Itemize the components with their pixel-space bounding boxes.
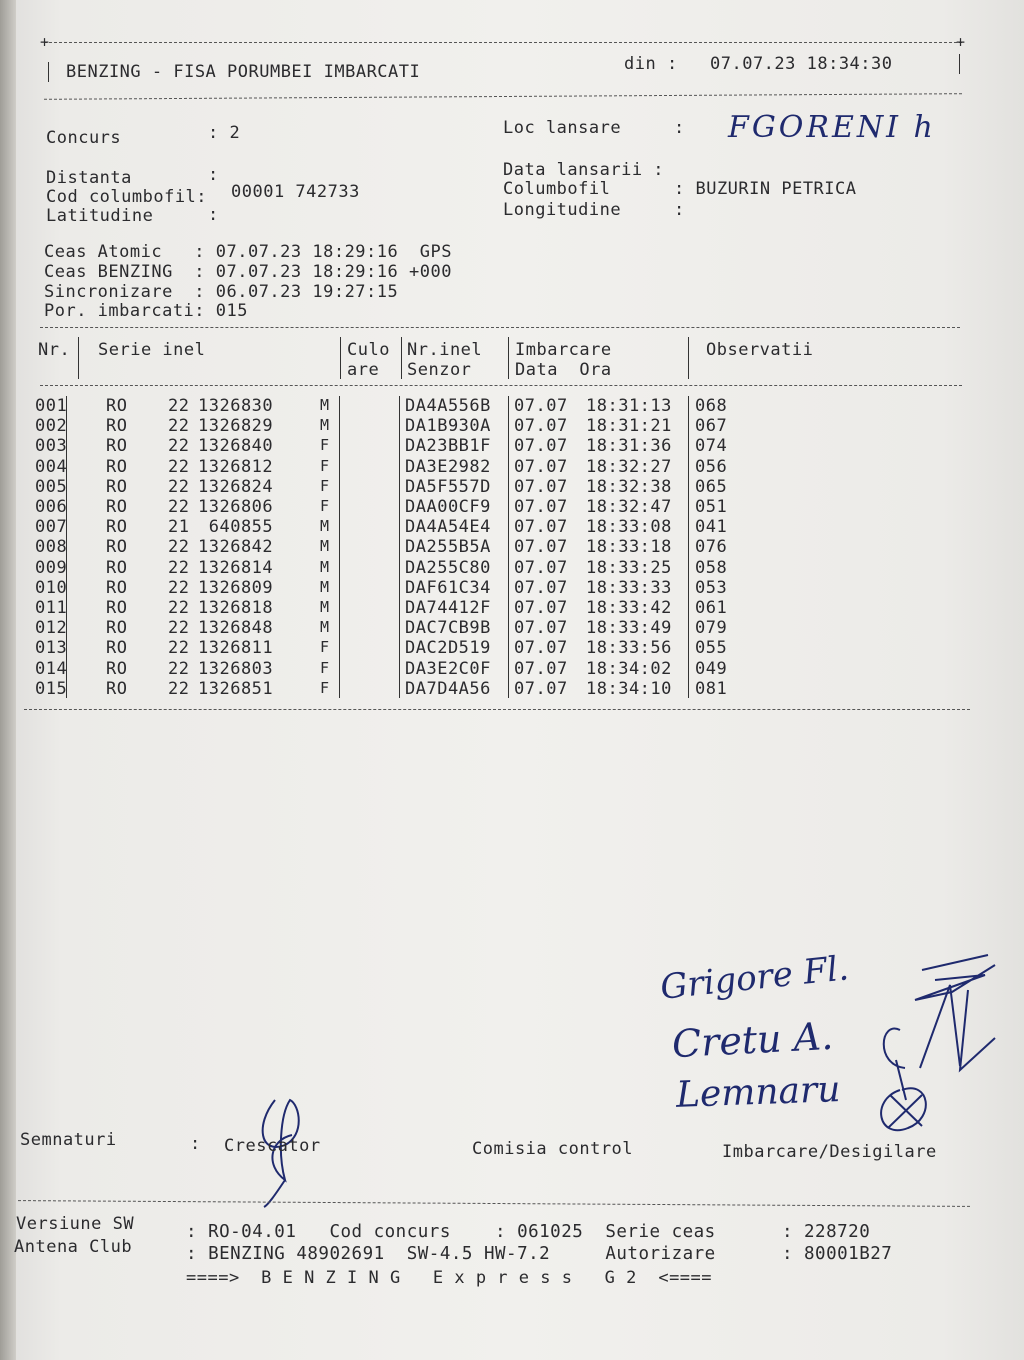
cod-columbofil-label: Cod columbofil: bbox=[46, 187, 208, 207]
table-row bbox=[0, 537, 1024, 557]
cell-inel: 1326811 bbox=[198, 638, 274, 659]
table-row bbox=[0, 416, 1024, 436]
cell-nr: 006 bbox=[35, 497, 68, 517]
cell-obs: 041 bbox=[695, 517, 728, 538]
cell-nr: 013 bbox=[35, 638, 68, 659]
cell-nr: 012 bbox=[35, 618, 68, 639]
cell-an: 22 bbox=[168, 557, 190, 578]
cell-an: 22 bbox=[168, 618, 190, 639]
cell-inel: 1326818 bbox=[198, 598, 274, 618]
cell-obs: 056 bbox=[695, 456, 728, 477]
cell-ora: 18:32:27 bbox=[586, 456, 672, 477]
cell-an: 22 bbox=[168, 537, 190, 558]
table-row bbox=[0, 598, 1024, 618]
header-senzor: Senzor bbox=[407, 360, 472, 380]
footer-line-1: : RO-04.01 Cod concurs : 061025 Serie ceas : 228720 bbox=[186, 1222, 871, 1242]
cell-data: 07.07 bbox=[514, 497, 568, 517]
versiune-label: Versiune SW bbox=[16, 1214, 135, 1234]
cell-sex: M bbox=[320, 598, 330, 616]
cell-inel: 1326851 bbox=[198, 678, 274, 699]
cell-senzor: DAC7CB9B bbox=[405, 618, 491, 639]
cell-inel: 1326829 bbox=[198, 416, 274, 437]
table-row bbox=[0, 497, 1024, 517]
corner-plus: + bbox=[40, 33, 50, 51]
columbofil-value: : BUZURIN PETRICA bbox=[674, 179, 857, 199]
cell-obs: 051 bbox=[695, 497, 728, 517]
cell-data: 07.07 bbox=[514, 557, 568, 578]
col-divider bbox=[508, 337, 509, 379]
distanta-value: : bbox=[208, 165, 219, 185]
cell-tara: RO bbox=[106, 396, 128, 416]
cell-obs: 065 bbox=[695, 476, 728, 497]
header-imbarcare: Imbarcare bbox=[515, 340, 612, 360]
print-timestamp: 07.07.23 18:34:30 bbox=[710, 54, 893, 74]
corner-plus: + bbox=[956, 33, 966, 51]
cell-senzor: DAA00CF9 bbox=[405, 497, 491, 517]
cell-senzor: DA4A54E4 bbox=[405, 517, 491, 538]
cell-ora: 18:33:25 bbox=[586, 557, 672, 578]
cell-ora: 18:33:56 bbox=[586, 638, 672, 659]
cell-tara: RO bbox=[106, 436, 128, 457]
cell-tara: RO bbox=[106, 557, 128, 578]
latitudine-value: : bbox=[208, 205, 219, 225]
cell-inel: 1326842 bbox=[198, 537, 274, 558]
handwritten-signature-1: Grigore Fl. bbox=[658, 948, 851, 1008]
cell-obs: 068 bbox=[695, 396, 728, 416]
cell-inel: 1326824 bbox=[198, 476, 274, 497]
cell-tara: RO bbox=[106, 416, 128, 437]
cell-data: 07.07 bbox=[514, 396, 568, 416]
loc-lansare-sep: : bbox=[674, 118, 685, 138]
cell-nr: 003 bbox=[35, 436, 68, 457]
cell-tara: RO bbox=[106, 476, 128, 497]
cell-senzor: DAC2D519 bbox=[405, 638, 491, 659]
cell-sex: M bbox=[320, 537, 330, 556]
cell-sex: F bbox=[320, 497, 330, 515]
ceas-benzing: Ceas BENZING : 07.07.23 18:29:16 +000 bbox=[44, 262, 452, 282]
cell-sex: M bbox=[320, 517, 330, 536]
cell-data: 07.07 bbox=[514, 517, 568, 538]
cell-data: 07.07 bbox=[514, 456, 568, 477]
handwritten-signature-2: Cretu A. bbox=[670, 1013, 835, 1067]
cell-nr: 010 bbox=[35, 577, 68, 598]
cell-senzor: DA74412F bbox=[405, 598, 491, 618]
cell-an: 22 bbox=[168, 638, 190, 659]
cell-tara: RO bbox=[106, 517, 128, 538]
cell-ora: 18:33:42 bbox=[586, 598, 672, 618]
cell-sex: F bbox=[320, 678, 330, 697]
header-are: are bbox=[347, 360, 380, 380]
cell-ora: 18:32:38 bbox=[586, 476, 672, 497]
cell-tara: RO bbox=[106, 618, 128, 639]
cell-data: 07.07 bbox=[514, 476, 568, 497]
cell-ora: 18:33:08 bbox=[586, 517, 672, 538]
header-data-ora: Data Ora bbox=[515, 360, 612, 380]
cell-obs: 081 bbox=[695, 678, 728, 699]
latitudine-label: Latitudine bbox=[46, 206, 154, 226]
cell-ora: 18:34:02 bbox=[586, 658, 672, 679]
loc-lansare-handwritten: FGORENI h bbox=[728, 110, 936, 145]
cell-data: 07.07 bbox=[514, 537, 568, 558]
table-row bbox=[0, 517, 1024, 537]
cell-data: 07.07 bbox=[514, 678, 568, 699]
cell-inel: 1326806 bbox=[198, 497, 274, 517]
cell-ora: 18:32:47 bbox=[586, 497, 672, 517]
cell-obs: 061 bbox=[695, 598, 728, 618]
table-row bbox=[0, 659, 1024, 679]
col-divider bbox=[401, 337, 402, 379]
cell-ora: 18:31:36 bbox=[586, 436, 672, 457]
cell-nr: 001 bbox=[35, 396, 68, 416]
cell-an: 22 bbox=[168, 497, 190, 517]
header-observatii: Observatii bbox=[706, 340, 814, 360]
cell-data: 07.07 bbox=[514, 416, 568, 437]
cell-an: 22 bbox=[168, 436, 190, 457]
imbarcare-label: Imbarcare/Desigilare bbox=[722, 1142, 937, 1162]
cell-senzor: DA255C80 bbox=[405, 557, 491, 578]
cell-data: 07.07 bbox=[514, 577, 568, 598]
table-row bbox=[0, 578, 1024, 598]
cell-obs: 079 bbox=[695, 618, 728, 639]
header-nr: Nr. bbox=[38, 340, 71, 360]
cell-sex: F bbox=[320, 658, 330, 677]
header-culo: Culo bbox=[347, 340, 390, 360]
cell-nr: 011 bbox=[35, 598, 68, 618]
cell-inel: 1326848 bbox=[198, 618, 274, 639]
table-row bbox=[0, 679, 1024, 699]
cell-obs: 074 bbox=[695, 436, 728, 457]
cell-sex: F bbox=[320, 436, 330, 455]
cell-nr: 014 bbox=[35, 658, 68, 679]
cell-tara: RO bbox=[106, 658, 128, 679]
col-divider bbox=[78, 337, 79, 379]
cell-tara: RO bbox=[106, 497, 128, 517]
cell-senzor: DA5F557D bbox=[405, 476, 491, 497]
cell-sex: F bbox=[320, 456, 330, 475]
header-serie: Serie inel bbox=[98, 340, 206, 360]
cell-sex: M bbox=[320, 416, 330, 435]
cell-sex: M bbox=[320, 618, 330, 637]
cell-obs: 053 bbox=[695, 577, 728, 598]
cell-ora: 18:33:33 bbox=[586, 577, 672, 598]
cell-an: 21 bbox=[168, 517, 190, 538]
data-lansarii-label: Data lansarii : bbox=[503, 160, 665, 180]
table-row bbox=[0, 436, 1024, 456]
table-row bbox=[0, 396, 1024, 416]
comisia-label: Comisia control bbox=[472, 1139, 634, 1159]
cell-an: 22 bbox=[168, 396, 190, 416]
concurs-value: : 2 bbox=[208, 123, 241, 143]
cell-obs: 055 bbox=[695, 638, 728, 659]
cell-sex: M bbox=[320, 396, 330, 414]
cell-inel: 1326840 bbox=[198, 436, 274, 457]
cell-an: 22 bbox=[168, 416, 190, 437]
semnaturi-label: Semnaturi bbox=[20, 1130, 117, 1150]
cell-inel: 1326830 bbox=[198, 396, 274, 416]
concurs-label: Concurs bbox=[46, 128, 122, 148]
cell-nr: 007 bbox=[35, 517, 68, 538]
footer-banner: ====> B E N Z I N G E x p r e s s G 2 <==== bbox=[186, 1268, 713, 1288]
cell-data: 07.07 bbox=[514, 638, 568, 659]
cell-sex: F bbox=[320, 638, 330, 657]
cell-nr: 002 bbox=[35, 416, 68, 437]
header-right-bar bbox=[959, 54, 960, 74]
cell-tara: RO bbox=[106, 537, 128, 558]
cell-data: 07.07 bbox=[514, 436, 568, 457]
longitudine-value: : bbox=[674, 200, 685, 220]
cell-data: 07.07 bbox=[514, 598, 568, 618]
handwritten-signature-3: Lemnaru bbox=[675, 1069, 842, 1116]
cell-an: 22 bbox=[168, 658, 190, 679]
cell-senzor: DA3E2C0F bbox=[405, 658, 491, 679]
ceas-atomic: Ceas Atomic : 07.07.23 18:29:16 GPS bbox=[44, 242, 452, 262]
cell-senzor: DA1B930A bbox=[405, 416, 491, 437]
cell-an: 22 bbox=[168, 577, 190, 598]
cell-inel: 1326814 bbox=[198, 557, 274, 578]
header-left-bar bbox=[48, 62, 49, 82]
cell-tara: RO bbox=[106, 638, 128, 659]
header-nrinel: Nr.inel bbox=[407, 340, 483, 360]
distanta-label: Distanta bbox=[46, 168, 132, 188]
antena-label: Antena Club bbox=[14, 1237, 133, 1257]
signature-scribbles bbox=[860, 950, 1010, 1140]
cell-senzor: DAF61C34 bbox=[405, 577, 491, 598]
cell-data: 07.07 bbox=[514, 658, 568, 679]
page-title: BENZING - FISA PORUMBEI IMBARCATI bbox=[66, 62, 421, 82]
cell-obs: 076 bbox=[695, 537, 728, 558]
din-label: din : bbox=[624, 54, 678, 74]
table-row bbox=[0, 477, 1024, 497]
table-row bbox=[0, 457, 1024, 477]
table-header-rule bbox=[40, 385, 962, 386]
cell-ora: 18:34:10 bbox=[586, 678, 672, 699]
cell-nr: 009 bbox=[35, 557, 68, 578]
cell-ora: 18:33:49 bbox=[586, 618, 672, 639]
cell-senzor: DA255B5A bbox=[405, 537, 491, 558]
semnaturi-sep: : bbox=[190, 1134, 201, 1154]
cell-inel: 1326809 bbox=[198, 577, 274, 598]
cell-an: 22 bbox=[168, 456, 190, 477]
table-row bbox=[0, 558, 1024, 578]
columbofil-label: Columbofil bbox=[503, 179, 611, 199]
cell-nr: 005 bbox=[35, 476, 68, 497]
cell-an: 22 bbox=[168, 476, 190, 497]
por-imbarcati: Por. imbarcati: 015 bbox=[44, 301, 248, 321]
longitudine-label: Longitudine bbox=[503, 200, 622, 220]
cell-inel: 1326812 bbox=[198, 456, 274, 477]
col-divider bbox=[340, 337, 341, 379]
cell-nr: 008 bbox=[35, 537, 68, 558]
cell-nr: 004 bbox=[35, 456, 68, 477]
cell-obs: 058 bbox=[695, 557, 728, 578]
cell-ora: 18:33:18 bbox=[586, 537, 672, 558]
cell-an: 22 bbox=[168, 598, 190, 618]
cell-sex: F bbox=[320, 476, 330, 495]
footer-line-2: : BENZING 48902691 SW-4.5 HW-7.2 Autorizare : 80001B27 bbox=[186, 1244, 893, 1264]
table-row bbox=[0, 638, 1024, 658]
cell-senzor: DA7D4A56 bbox=[405, 678, 491, 699]
cell-tara: RO bbox=[106, 598, 128, 618]
cell-inel: 640855 bbox=[198, 517, 274, 538]
cell-tara: RO bbox=[106, 456, 128, 477]
cell-sex: M bbox=[320, 577, 330, 596]
table-row bbox=[0, 618, 1024, 638]
cell-senzor: DA4A556B bbox=[405, 396, 491, 416]
cod-columbofil-value: 00001 742733 bbox=[231, 182, 360, 202]
cell-ora: 18:31:21 bbox=[586, 416, 672, 437]
table-bottom-rule bbox=[24, 709, 970, 710]
cell-senzor: DA23BB1F bbox=[405, 436, 491, 457]
col-divider bbox=[688, 337, 689, 379]
cell-an: 22 bbox=[168, 678, 190, 699]
cell-tara: RO bbox=[106, 678, 128, 699]
cell-sex: M bbox=[320, 557, 330, 576]
cell-tara: RO bbox=[106, 577, 128, 598]
cell-data: 07.07 bbox=[514, 618, 568, 639]
cell-senzor: DA3E2982 bbox=[405, 456, 491, 477]
loc-lansare-label: Loc lansare bbox=[503, 118, 622, 138]
cell-obs: 067 bbox=[695, 416, 728, 437]
cell-ora: 18:31:13 bbox=[586, 396, 672, 416]
cell-obs: 049 bbox=[695, 658, 728, 679]
table-top-rule bbox=[40, 327, 960, 328]
cell-nr: 015 bbox=[35, 678, 68, 699]
crescator-label: Crescator bbox=[224, 1136, 321, 1156]
sincronizare: Sincronizare : 06.07.23 19:27:15 bbox=[44, 282, 399, 302]
header-top-rule bbox=[44, 42, 962, 43]
cell-inel: 1326803 bbox=[198, 658, 274, 679]
